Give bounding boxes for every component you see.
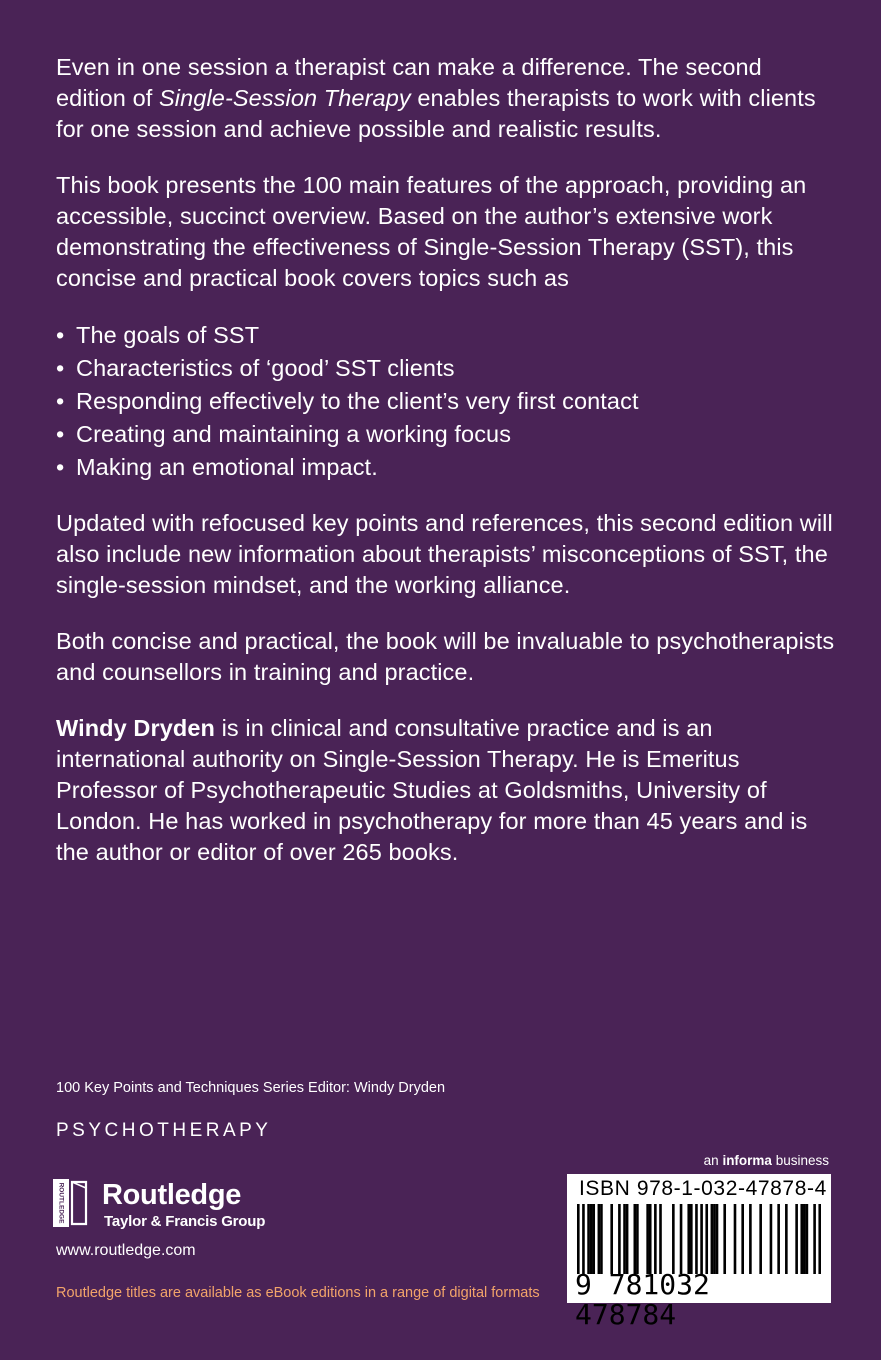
topics-list [56, 319, 836, 483]
author-bio [56, 713, 836, 868]
barcode-bar [723, 1204, 726, 1274]
intro-text-start: Even in one session a therapist can make a difference. The second edition of [56, 54, 762, 111]
barcode-bar [626, 1204, 629, 1274]
overview-paragraph: This book presents the 100 main features of the approach, providing an accessible, succinct overview. Based on the author’s extensive work demonstrating the effectiveness of Single-Session Therapy (SST), this concise and practical book covers topics such as [56, 172, 807, 291]
audience-paragraph: Both concise and practical, the book will be invaluable to psychotherapists and counsellors in training and practice. [56, 628, 835, 685]
barcode-bar [795, 1204, 798, 1274]
intro-paragraph [56, 52, 836, 145]
list-item: • Creating and maintaining a working focus [56, 418, 836, 450]
barcode-bar [713, 1204, 716, 1274]
second-edition-paragraph: Updated with refocused key points and references, this second edition will also include new information about therapists’ misconceptions of SST, the single-session mindset, and the working alliance. [56, 510, 833, 598]
author-name: Windy Dryden [56, 715, 215, 741]
barcode-bar [672, 1204, 675, 1274]
barcode-bar [582, 1204, 585, 1274]
bullet-icon: • [56, 421, 65, 447]
barcode-bar [577, 1204, 580, 1274]
barcode-bar [800, 1204, 803, 1274]
isbn-barcode [567, 1174, 831, 1331]
barcode-bar [636, 1204, 639, 1274]
list-item: • Making an emotional impact. [56, 451, 836, 483]
list-item: • Responding effectively to the client’s very first contact [56, 385, 836, 417]
informa-brand: informa [722, 1153, 772, 1168]
barcode-bar [634, 1204, 637, 1274]
subject-category: PSYCHOTHERAPY [56, 1120, 272, 1141]
barcode-bar [705, 1204, 708, 1274]
barcode-bar [785, 1204, 788, 1274]
barcode-bar [618, 1204, 621, 1274]
barcode-bar [610, 1204, 613, 1274]
barcode-bar [700, 1204, 703, 1274]
informa-business-tagline: an informa business [703, 1153, 829, 1168]
barcode-bar [587, 1204, 590, 1274]
ebook-note: Routledge titles are available as eBook editions in a range of digital formats [56, 1285, 540, 1301]
barcode-bar [592, 1204, 595, 1274]
barcode-bar [695, 1204, 698, 1274]
barcode-bar [687, 1204, 690, 1274]
routledge-logo-icon [52, 1178, 90, 1228]
bullet-icon: • [56, 355, 65, 381]
barcode-bars [577, 1204, 821, 1274]
barcode-bar [590, 1204, 593, 1274]
barcode-bar [598, 1204, 601, 1274]
list-item: • The goals of SST [56, 319, 836, 351]
barcode-bar [759, 1204, 762, 1274]
intro-text-end: enables therapists to work with clients for one session and achieve possible and realistic results. [56, 85, 816, 142]
barcode-bar [734, 1204, 737, 1274]
publisher-website[interactable]: www.routledge.com [56, 1242, 196, 1259]
bullet-icon: • [56, 322, 65, 348]
barcode-bar [777, 1204, 780, 1274]
barcode-bar [649, 1204, 652, 1274]
barcode-bar [749, 1204, 752, 1274]
publisher-group: Taylor & Francis Group [104, 1213, 266, 1230]
series-editor-note: 100 Key Points and Techniques Series Editor: Windy Dryden [56, 1080, 446, 1096]
bullet-icon: • [56, 454, 65, 480]
isbn-digits: 9 781032 478784 [575, 1268, 710, 1331]
publisher-name: Routledge [102, 1179, 242, 1211]
barcode-bar [818, 1204, 821, 1274]
logo-mark-text: ROUTLEDGE [57, 1182, 65, 1224]
back-cover-blurb [56, 52, 836, 893]
barcode-bar [659, 1204, 662, 1274]
barcode-bar [646, 1204, 649, 1274]
list-item: • Characteristics of ‘good’ SST clients [56, 352, 836, 384]
barcode-bar [806, 1204, 809, 1274]
barcode-bar [623, 1204, 626, 1274]
barcode-bar [680, 1204, 683, 1274]
book-title-italic: Single-Session Therapy [159, 85, 411, 111]
barcode-bar [741, 1204, 744, 1274]
barcode-bar [813, 1204, 816, 1274]
barcode-bar [654, 1204, 657, 1274]
barcode-bar [600, 1204, 603, 1274]
barcode-bar [711, 1204, 714, 1274]
bullet-icon: • [56, 388, 65, 414]
barcode-bar [770, 1204, 773, 1274]
barcode-bar [803, 1204, 806, 1274]
barcode-bar [716, 1204, 719, 1274]
isbn-label: ISBN 978-1-032-47878-4 [579, 1177, 827, 1200]
barcode-bar [690, 1204, 693, 1274]
author-bio-text: is in clinical and consultative practice and is an international authority on Single-Session Therapy. He is Emeritus Professor of Psychotherapeutic Studies at Goldsmiths, University of London. He has worked in psychotherapy for more than 45 years and is the author or editor of over 265 books. [56, 715, 808, 865]
routledge-logo [52, 1176, 292, 1236]
